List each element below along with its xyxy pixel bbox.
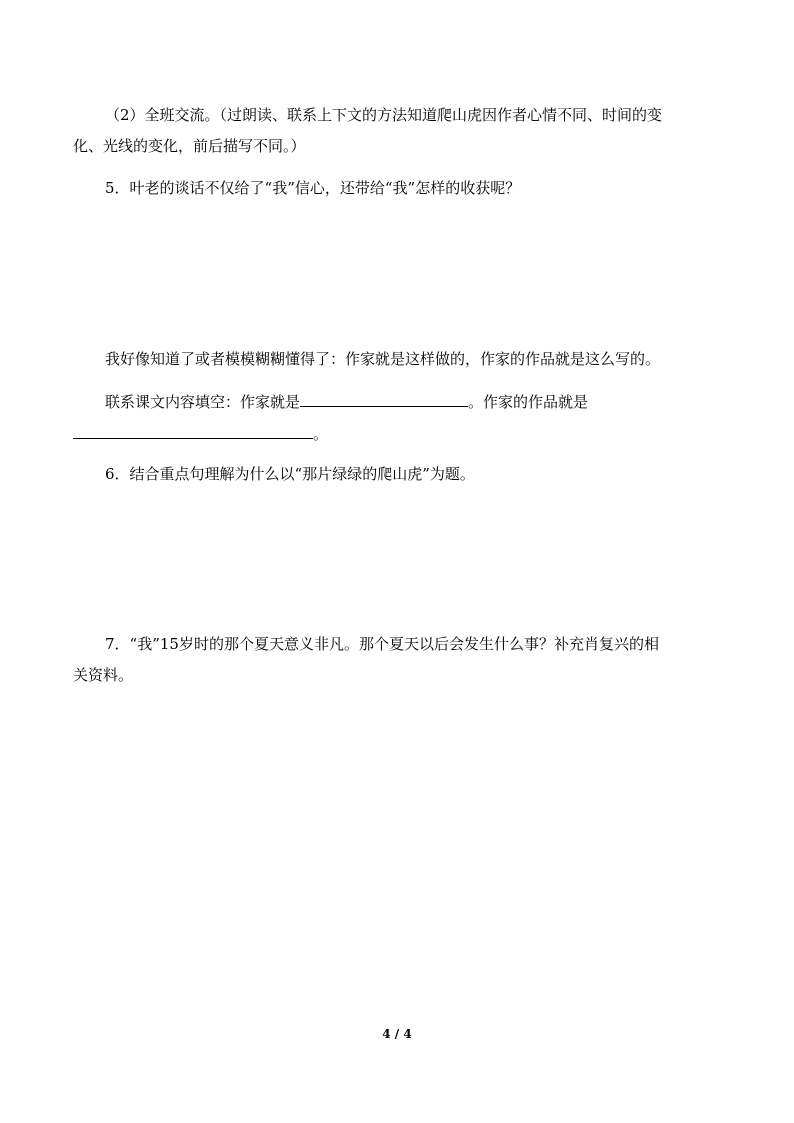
fill-in-line-1 bbox=[105, 392, 588, 412]
question-5: 5．叶老的谈话不仅给了“我”信心，还带给“我”怎样的收获呢？ bbox=[105, 179, 521, 197]
understanding-sentence: 我好像知道了或者模模糊糊懂得了：作家就是这样做的，作家的作品就是这么写的。 bbox=[105, 350, 661, 368]
fill-in-prefix: 联系课文内容填空：作家就是 bbox=[105, 393, 301, 411]
question-7-line-1: 7．“我”15岁时的那个夏天意义非凡。那个夏天以后会发生什么事？补充肖复兴的相 bbox=[105, 635, 659, 653]
fill-in-middle: 。作家的作品就是 bbox=[468, 393, 589, 411]
question-7-line-2: 关资料。 bbox=[73, 666, 134, 684]
question-6: 6．结合重点句理解为什么以“那片绿绿的爬山虎”为题。 bbox=[105, 465, 475, 483]
page-number: 4 / 4 bbox=[382, 1027, 412, 1041]
answer-blank-1[interactable] bbox=[300, 392, 468, 407]
item-2-line-1: （2）全班交流。（过朗读、联系上下文的方法知道爬山虎因作者心情不同、时间的变 bbox=[105, 106, 663, 124]
fill-in-line-2 bbox=[73, 424, 328, 444]
item-2-line-2: 化、光线的变化，前后描写不同。） bbox=[73, 137, 306, 155]
fill-in-end: 。 bbox=[313, 425, 329, 443]
answer-blank-2[interactable] bbox=[73, 424, 313, 439]
